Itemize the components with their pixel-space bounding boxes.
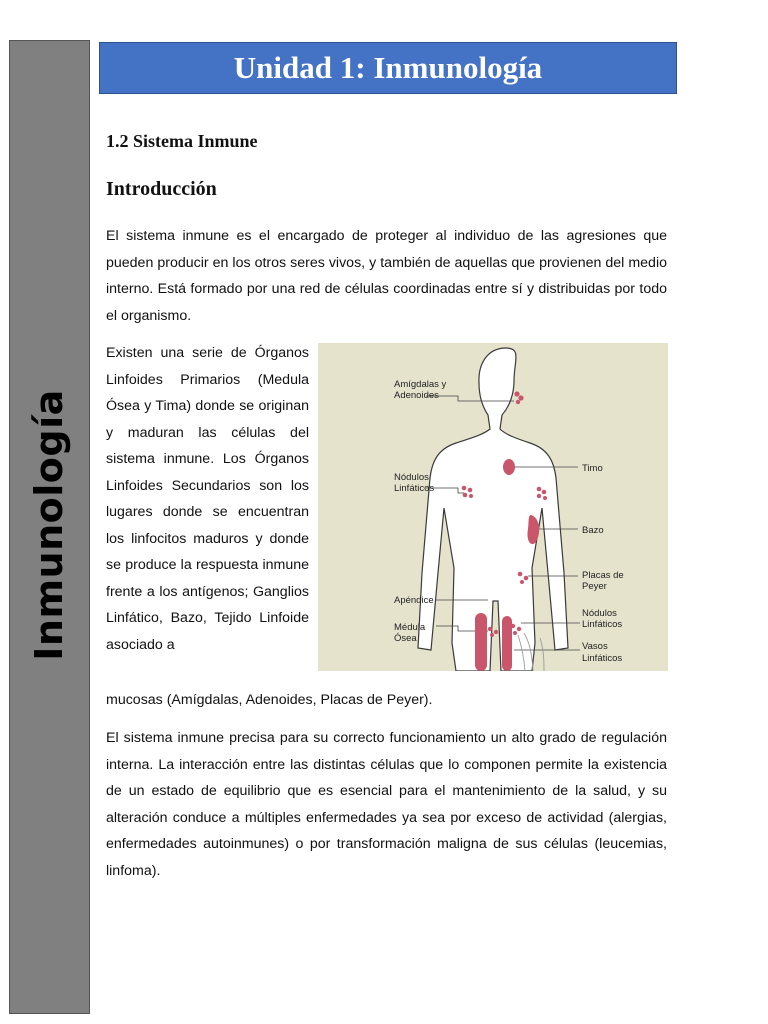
lymphatic-system-figure: [318, 343, 668, 671]
body-silhouette: [418, 348, 568, 671]
label-vasos-2: Linfáticos: [582, 653, 623, 664]
label-timo: Timo: [582, 463, 603, 474]
label-medula-1: Médula: [394, 622, 426, 633]
label-medula-2: Ósea: [394, 633, 417, 644]
paragraph-organs: Existen una serie de Órganos Linfoides Primarios (Medula Ósea y Tima) donde se originan y maduran las células del sistema inmune. Los Órganos Linfoides Secundarios son los lugares donde se encuentran los linfocitos maduros y donde se produce la respuesta inmune frente a los antígenos; Ganglios Linfático, Bazo, Tejido Linfoide asociado a: [106, 345, 309, 653]
side-title: Inmunología: [27, 389, 71, 661]
label-amigdalas-1: Amígdalas y: [394, 379, 447, 390]
header-band: [99, 42, 677, 94]
label-nodulos-right-2: Linfáticos: [582, 619, 623, 630]
label-nodulos-left-2: Linfáticos: [394, 483, 435, 494]
label-nodulos-right-1: Nódulos: [582, 608, 617, 619]
paragraph-regulation: El sistema inmune precisa para su correcto funcionamiento un alto grado de regulación interna. La interacción entre las distintas células que lo componen permite la existencia de un estado de equilibrio que es esencial para el mantenimiento de la salud, y su alteración conduce a múltiples enfermedades ya sea por exceso de actividad (alergias, enfermedades autoinmunes) o por transformación maligna de sus células (leucemias, linfoma).: [106, 730, 667, 879]
page-title: Unidad 1: Inmunología: [233, 50, 543, 85]
label-placas-1: Placas de: [582, 570, 624, 581]
section-heading: 1.2 Sistema Inmune: [106, 131, 258, 151]
label-amigdalas-2: Adenoides: [394, 390, 439, 401]
paragraph-intro: El sistema inmune es el encargado de proteger al individuo de las agresiones que pueden producir en los otros seres vivos, y también de aquellas que provienen del medio interno. Está formado por una red de células coordinadas entre sí y distribuidas por todo el organismo.: [106, 228, 667, 324]
label-apendice: Apéndice: [394, 595, 434, 606]
label-bazo: Bazo: [582, 525, 604, 536]
label-vasos-1: Vasos: [582, 641, 608, 652]
subsection-heading: Introducción: [106, 178, 217, 200]
label-placas-2: Peyer: [582, 581, 607, 592]
paragraph-organs-end: mucosas (Amígdalas, Adenoides, Placas de Peyer).: [106, 692, 433, 708]
body-diagram: [318, 343, 668, 671]
label-nodulos-left-1: Nódulos: [394, 472, 429, 483]
